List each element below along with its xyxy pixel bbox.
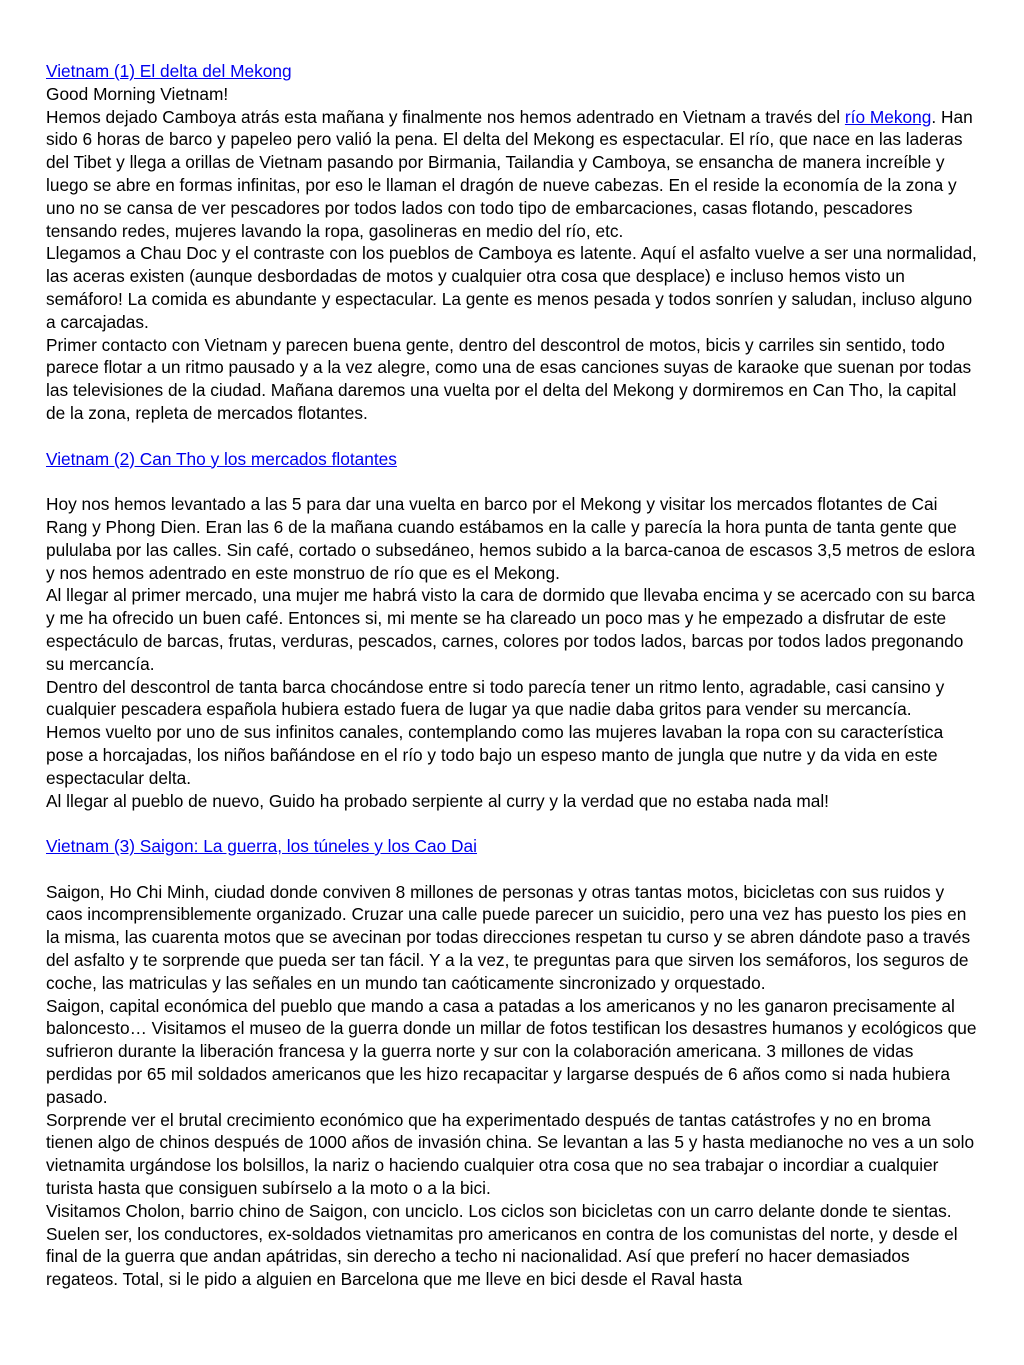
paragraph: Hemos vuelto por uno de sus infinitos canales, contemplando como las mujeres lavaban la ropa con su característica pose a horcajadas, los niños bañándose en el río y todo bajo un espeso manto de jungla que nutre y da vida en este espectacular delta. xyxy=(46,722,944,788)
spacer xyxy=(46,812,978,835)
paragraph: Saigon, capital económica del pueblo que mando a casa a patadas a los americanos y no les ganaron precisamente al baloncesto… Visitamos el museo de la guerra donde un millar de fotos testifican los desastres humanos y ecológicos que sufrieron durante la liberación francesa y la guerra norte y sur con la colaboración americana. 3 millones de vidas perdidas por 65 mil soldados americanos que les hizo recapacitar y largarse después de 6 años como si nada hubiera pasado. xyxy=(46,995,977,1107)
paragraph: Al llegar al pueblo de nuevo, Guido ha probado serpiente al curry y la verdad que no estaba nada mal! xyxy=(46,790,829,811)
section-vietnam-1 xyxy=(46,60,978,425)
paragraph: Llegamos a Chau Doc y el contraste con los pueblos de Camboya es latente. Aquí el asfalto vuelve a ser una normalidad, las aceras existen (aunque desbordadas de motos y cualquier otra cosa que desplace) e incluso hemos visto un semáforo! La comida es abundante y espectacular. La gente es menos pesada y todos sonríen y saludan, incluso alguno a carcajadas. xyxy=(46,243,977,332)
paragraph: Primer contacto con Vietnam y parecen buena gente, dentro del descontrol de motos, bicis y carriles sin sentido, todo parece flotar a un ritmo pausado y a la vez alegre, como una de esas canciones suyas de karaoke que suenan por todas las televisiones de la ciudad. Mañana daremos una vuelta por el delta del Mekong y dormiremos en Can Tho, la capital de la zona, repleta de mercados flotantes. xyxy=(46,334,972,423)
section-title-link[interactable]: Vietnam (1) El delta del Mekong xyxy=(46,61,292,81)
paragraph: Saigon, Ho Chi Minh, ciudad donde conviven 8 millones de personas y otras tantas motos, bicicletas con sus ruidos y caos incomprensiblemente organizado. Cruzar una calle puede parecer un suicidio, pero una vez has puesto los pies en la misma, las cuarenta motos que se avecinan por todas direcciones respetan tu curso y se abren dándote paso a través del asfalto y te sorprende que pueda ser tan fácil. Y a la vez, te preguntas para que sirven los semáforos, los seguros de coche, las matriculas y las señales en un mundo tan caóticamente sincronizado y orquestado. xyxy=(46,881,971,993)
paragraph: Hoy nos hemos levantado a las 5 para dar una vuelta en barco por el Mekong y visitar los mercados flotantes de Cai Rang y Phong Dien. Eran las 6 de la mañana cuando estábamos en la calle y parecía la hora punta de tanta gente que pululaba por las calles. Sin café, cortado o subsedáneo, hemos subido a la barca-canoa de escasos 3,5 metros de eslora y nos hemos adentrado en este monstruo de río que es el Mekong. xyxy=(46,494,975,583)
paragraph: Hemos dejado Camboya atrás esta mañana y finalmente nos hemos adentrado en Vietnam a través del río Mekong. Han sido 6 horas de barco y papeleo pero valió la pena. El delta del Mekong es espectacular. El río, que nace en las laderas del Tibet y llega a orillas de Vietnam pasando por Birmania, Tailandia y Camboya, se ensancha de manera increíble y luego se abre en formas infinitas, por eso le llaman el dragón de nueve cabezas. En el reside la economía de la zona y uno no se cansa de ver pescadores por todos lados con todo tipo de embarcaciones, casas flotando, pescadores tensando redes, mujeres lavando la ropa, gasolineras en medio del río, etc. xyxy=(46,106,973,241)
paragraph: Al llegar al primer mercado, una mujer me habrá visto la cara de dormido que llevaba encima y se acercado con su barca y me ha ofrecido un buen café. Entonces si, mi mente se ha clareado un poco mas y he empezado a disfrutar de este espectáculo de barcas, frutas, verduras, pescados, carnes, colores por todos lados, barcas por todos lados pregonando su mercancía. xyxy=(46,585,975,674)
section-title-link[interactable]: Vietnam (3) Saigon: La guerra, los túneles y los Cao Dai xyxy=(46,836,477,857)
section-title-link[interactable]: Vietnam (2) Can Tho y los mercados flotantes xyxy=(46,448,397,469)
section-subtitle: Good Morning Vietnam! xyxy=(46,83,229,104)
rio-mekong-link[interactable]: río Mekong xyxy=(844,106,932,127)
paragraph: Visitamos Cholon, barrio chino de Saigon, con unciclo. Los ciclos son bicicletas con un carro delante donde te sientas. Suelen ser, los conductores, ex-soldados vietnamitas pro americanos en contra de los comunistas del norte, y desde el final de la guerra que andan apátridas, sin derecho a techo ni nacionalidad. Así que preferí no hacer demasiados regateos. Total, si le pido a alguien en Barcelona que me lleve en bici desde el Raval hasta xyxy=(46,1200,958,1290)
spacer xyxy=(46,470,978,493)
spacer xyxy=(46,425,978,448)
paragraph: Sorprende ver el brutal crecimiento económico que ha experimentado después de tantas catástrofes y no en broma tienen algo de chinos después de 1000 años de invasión china. Se levantan a las 5 y hasta medianoche no ves a un solo vietnamita urgándose los bolsillos, la nariz o haciendo cualquier otra cosa que no sea trabajar o incordiar a cualquier turista hasta que consiguen subírselo a la moto o a la bici. xyxy=(46,1109,975,1199)
blog-document xyxy=(46,60,978,1291)
section-vietnam-2 xyxy=(46,448,978,813)
spacer xyxy=(46,858,978,881)
section-vietnam-3 xyxy=(46,835,978,1291)
paragraph: Dentro del descontrol de tanta barca chocándose entre si todo parecía tener un ritmo lento, agradable, casi cansino y cualquier pescadera española hubiera estado fuera de lugar ya que nadie daba gritos para vender su mercancía. xyxy=(46,676,945,720)
